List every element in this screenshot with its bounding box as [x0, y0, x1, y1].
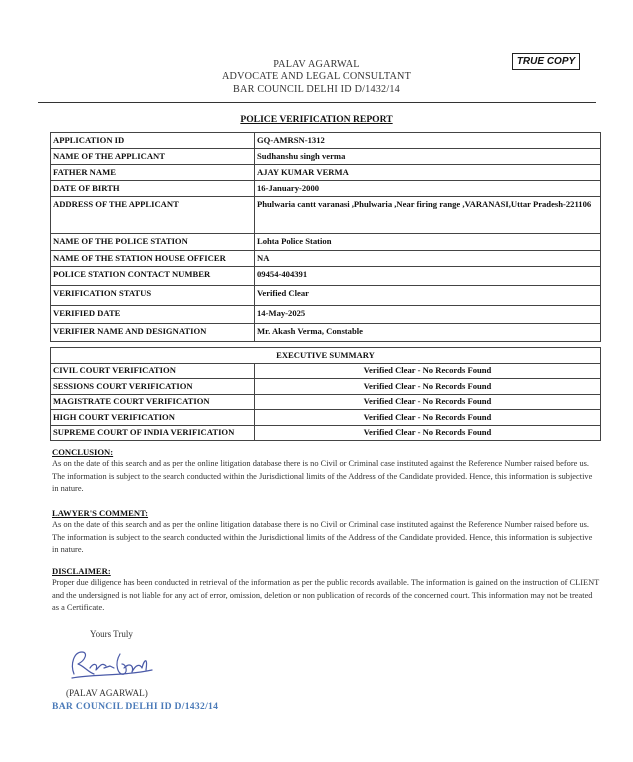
table-row: [51, 425, 601, 441]
table-row: [51, 394, 601, 410]
table-row: [51, 251, 601, 267]
table-row: [51, 286, 601, 306]
report-title: POLICE VERIFICATION REPORT: [240, 114, 393, 125]
table-row: [51, 165, 601, 181]
yours-truly: Yours Truly: [90, 629, 133, 639]
disclaimer-heading: DISCLAIMER:: [52, 566, 111, 576]
detail-value: GQ-AMRSN-1312: [255, 133, 601, 149]
lawyers-comment-section: [52, 508, 600, 557]
detail-label: APPLICATION ID: [51, 133, 255, 149]
advocate-title: ADVOCATE AND LEGAL CONSULTANT: [221, 71, 411, 83]
table-row: [51, 306, 601, 324]
court-result: Verified Clear - No Records Found: [255, 410, 601, 426]
lawyers-comment-heading: LAWYER'S COMMENT:: [52, 508, 149, 518]
bar-council-footer: BAR COUNCIL DELHI ID D/1432/14: [52, 701, 219, 712]
detail-value: Lohta Police Station: [255, 234, 601, 251]
conclusion-section: [52, 447, 600, 496]
table-row: [51, 324, 601, 342]
table-row: [51, 267, 601, 286]
court-result: Verified Clear - No Records Found: [255, 394, 601, 410]
executive-summary-heading: EXECUTIVE SUMMARY: [51, 348, 601, 364]
detail-label: NAME OF THE APPLICANT: [51, 149, 255, 165]
conclusion-heading: CONCLUSION:: [52, 447, 114, 457]
signatory-name: (PALAV AGARWAL): [66, 688, 148, 698]
detail-value: NA: [255, 251, 601, 267]
table-row: [51, 197, 601, 234]
detail-label: VERIFIER NAME AND DESIGNATION: [51, 324, 255, 342]
court-label: CIVIL COURT VERIFICATION: [51, 363, 255, 379]
header-divider: [38, 102, 596, 103]
court-label: MAGISTRATE COURT VERIFICATION: [51, 394, 255, 410]
detail-value: 16-January-2000: [255, 181, 601, 197]
detail-value: 09454-404391: [255, 267, 601, 286]
detail-value: AJAY KUMAR VERMA: [255, 165, 601, 181]
detail-label: NAME OF THE STATION HOUSE OFFICER: [51, 251, 255, 267]
detail-label: NAME OF THE POLICE STATION: [51, 234, 255, 251]
detail-value: Verified Clear: [255, 286, 601, 306]
table-row: [51, 363, 601, 379]
table-row: [51, 234, 601, 251]
table-row: [51, 379, 601, 395]
advocate-name: PALAV AGARWAL: [273, 59, 360, 70]
handwritten-signature-icon: [64, 644, 156, 684]
detail-label: DATE OF BIRTH: [51, 181, 255, 197]
table-row: [51, 133, 601, 149]
court-result: Verified Clear - No Records Found: [255, 363, 601, 379]
detail-label: ADDRESS OF THE APPLICANT: [51, 197, 255, 234]
true-copy-stamp: TRUE COPY: [512, 53, 580, 70]
detail-label: VERIFICATION STATUS: [51, 286, 255, 306]
detail-label: FATHER NAME: [51, 165, 255, 181]
disclaimer-section: [52, 566, 600, 615]
court-result: Verified Clear - No Records Found: [255, 379, 601, 395]
detail-label: POLICE STATION CONTACT NUMBER: [51, 267, 255, 286]
table-row: [51, 181, 601, 197]
detail-label: VERIFIED DATE: [51, 306, 255, 324]
table-row: [51, 149, 601, 165]
lawyers-comment-text: As on the date of this search and as per the online litigation database there is no Civil or Criminal case instituted against the Reference Number raised before us. The information is subject to the search conducted within the Jurisdictional limits of the Address of the Candidate provided. Hence, this information is subjective in nature.: [52, 520, 593, 555]
court-result: Verified Clear - No Records Found: [255, 425, 601, 441]
court-label: SESSIONS COURT VERIFICATION: [51, 379, 255, 395]
detail-value: 14-May-2025: [255, 306, 601, 324]
table-row: [51, 348, 601, 364]
bar-council-id: BAR COUNCIL DELHI ID D/1432/14: [233, 83, 400, 95]
detail-value: Mr. Akash Verma, Constable: [255, 324, 601, 342]
table-row: [51, 410, 601, 426]
details-table: [50, 132, 601, 342]
executive-summary-table: [50, 347, 601, 441]
court-label: SUPREME COURT OF INDIA VERIFICATION: [51, 425, 255, 441]
disclaimer-text: Proper due diligence has been conducted in retrieval of the information as per the public records available. The information is gained on the instruction of CLIENT and the undersigned is not liable for any act of error, omission, deletion or non publication of records of the concerned court. This information may not be treated as a Certificate.: [52, 578, 600, 613]
court-label: HIGH COURT VERIFICATION: [51, 410, 255, 426]
conclusion-text: As on the date of this search and as per the online litigation database there is no Civil or Criminal case instituted against the Reference Number raised before us. The information is subject to the search conducted within the Jurisdictional limits of the Address of the Candidate provided. Hence, this information is subjective in nature.: [52, 459, 593, 494]
detail-value: Phulwaria cantt varanasi ,Phulwaria ,Near firing range ,VARANASI,Uttar Pradesh-221106: [255, 197, 601, 234]
detail-value: Sudhanshu singh verma: [255, 149, 601, 165]
